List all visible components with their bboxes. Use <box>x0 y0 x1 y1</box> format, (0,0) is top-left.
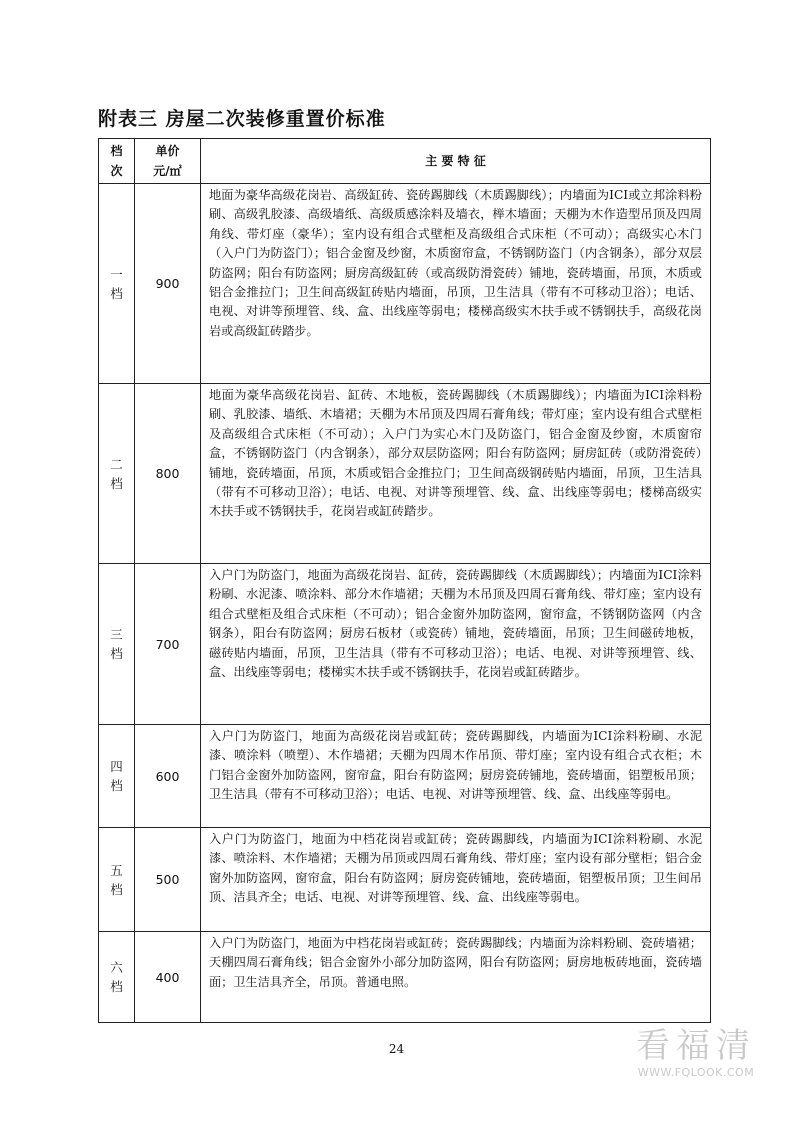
features-cell: 入户门为防盗门，地面为高级花岗岩或缸砖；瓷砖踢脚线，内墙面为ICI涂料粉刷、水泥漆、喷涂料（喷塑）、木作墙裙；天棚为四周木作吊顶、带灯座；室内设有组合式衣柜；木门铝合金窗外加防盗网，窗帘盒，阳台有防盗网；厨房瓷砖铺地，瓷砖墙面，铝塑板吊顶；卫生洁具（带有不可移动卫浴）；电话、电视、对讲等预埋管、线、盒、出线座等弱电。 <box>201 725 711 828</box>
features-cell: 入户门为防盗门，地面为高级花岗岩、缸砖，瓷砖踢脚线（木质踢脚线）；内墙面为ICI涂料粉刷、水泥漆、喷涂料、部分木作墙裙；天棚为木吊顶及四周石膏角线、带灯座；室内设有组合式壁柜及组合式床柜（不可动）；铝合金窗外加防盗网，窗帘盒，不锈钢防盗网（内含钢条），阳台有防盗网；厨房石板材（或瓷砖）铺地，瓷砖墙面，吊顶；卫生间磁砖地板，磁砖贴内墙面，吊顶，卫生洁具（带有不可移动卫浴）；电话、电视、对讲等预埋管、线、盒、出线座等弱电；楼梯实木扶手或不锈钢扶手，花岗岩或缸砖踏步。 <box>201 564 711 725</box>
table-row <box>99 384 711 564</box>
grade-number: 三 <box>110 627 123 642</box>
page-number: 24 <box>388 1042 405 1056</box>
grade-suffix: 档 <box>110 646 123 661</box>
grade-cell <box>99 828 135 932</box>
grade-suffix: 档 <box>110 979 123 994</box>
header-grade <box>99 139 135 184</box>
features-cell: 入户门为防盗门，地面为中档花岗岩或缸砖；瓷砖踢脚线，内墙面为ICI涂料粉刷、水泥漆、喷涂料、木作墙裙；天棚为吊顶或四周石膏角线、带灯座；室内设有部分壁柜；铝合金窗外加防盗网，窗帘盒，阳台有防盗网；厨房瓷砖铺地，瓷砖墙面，铝塑板吊顶；卫生间吊顶、洁具齐全；电话、电视、对讲等预埋管、线、盒、出线座等弱电。 <box>201 828 711 932</box>
header-grade-line1: 档 <box>110 144 123 158</box>
page-title: 附表三 房屋二次装修重置价标准 <box>98 108 386 130</box>
price-cell: 900 <box>135 184 201 384</box>
price-cell: 600 <box>135 725 201 828</box>
table-row <box>99 932 711 1023</box>
price-cell: 400 <box>135 932 201 1023</box>
grade-cell <box>99 184 135 384</box>
header-price <box>135 139 201 184</box>
table-row <box>99 725 711 828</box>
grade-suffix: 档 <box>110 778 123 793</box>
grade-suffix: 档 <box>110 881 123 897</box>
table-row <box>99 184 711 384</box>
header-features: 主 要 特 征 <box>201 139 711 184</box>
grade-number: 一 <box>110 266 123 282</box>
grade-number: 二 <box>110 456 123 472</box>
watermark-text: 看福清 <box>636 1026 756 1066</box>
table-row <box>99 828 711 932</box>
price-standard-table <box>98 138 711 1023</box>
header-price-line2: 元/㎡ <box>153 164 182 178</box>
header-grade-line2: 次 <box>110 164 123 178</box>
price-cell: 700 <box>135 564 201 725</box>
table-header-row <box>99 139 711 184</box>
grade-cell <box>99 564 135 725</box>
grade-suffix: 档 <box>110 475 123 491</box>
grade-suffix: 档 <box>110 285 123 301</box>
features-cell: 地面为豪华高级花岗岩、高级缸砖、瓷砖踢脚线（木质踢脚线）；内墙面为ICI或立邦涂料粉刷、高级乳胶漆、高级墙纸、高级质感涂料及墙衣，榉木墙面；天棚为木作造型吊顶及四周角线、带灯座（豪华）；室内设有组合式壁柜及高级组合式床柜（不可动）；高级实心木门（入户门为防盗门）；铝合金窗及纱窗，木质窗帘盒，不锈钢防盗门（内含钢条），部分双层防盗网；阳台有防盗网；厨房高级缸砖（或高级防滑瓷砖）铺地，瓷砖墙面，吊顶，木质或铝合金推拉门；卫生间高级缸砖贴内墙面，吊顶，卫生洁具（带有不可移动卫浴）；电话、电视、对讲等预埋管、线、盒、出线座等弱电；楼梯高级实木扶手或不锈钢扶手，高级花岗岩或高级缸砖踏步。 <box>201 184 711 384</box>
features-cell: 入户门为防盗门，地面为中档花岗岩或缸砖；瓷砖踢脚线；内墙面为涂料粉刷、瓷砖墙裙；天棚四周石膏角线；铝合金窗外小部分加防盗网，阳台有防盗网；厨房地板砖地面，瓷砖墙面；卫生洁具齐全，吊顶。普通电照。 <box>201 932 711 1023</box>
site-watermark <box>616 1026 776 1079</box>
price-cell: 500 <box>135 828 201 932</box>
grade-cell <box>99 932 135 1023</box>
grade-cell <box>99 725 135 828</box>
price-cell: 800 <box>135 384 201 564</box>
grade-number: 五 <box>110 862 123 878</box>
header-price-line1: 单价 <box>155 144 180 158</box>
grade-number: 六 <box>110 960 123 975</box>
grade-number: 四 <box>110 759 123 774</box>
table-row <box>99 564 711 725</box>
features-cell: 地面为豪华高级花岗岩、缸砖、木地板，瓷砖踢脚线（木质踢脚线）；内墙面为ICI涂料粉刷、乳胶漆、墙纸、木墙裙；天棚为木吊顶及四周石膏角线；带灯座；室内设有组合式壁柜及高级组合式床柜（不可动）；入户门为实心木门及防盗门，铝合金窗及纱窗，木质窗帘盒，不锈钢防盗门（内含钢条），部分双层防盗网；阳台有防盗网；厨房缸砖（或防滑瓷砖）铺地，瓷砖墙面，吊顶，木质或铝合金推拉门；卫生间高级钢砖贴内墙面，吊顶，卫生洁具（带有不可移动卫浴）；电话、电视、对讲等预埋管、线、盒、出线座等弱电；楼梯高级实木扶手或不锈钢扶手，花岗岩或缸砖踏步。 <box>201 384 711 564</box>
watermark-url: WWW.FQLOOK.COM <box>637 1066 755 1079</box>
grade-cell <box>99 384 135 564</box>
